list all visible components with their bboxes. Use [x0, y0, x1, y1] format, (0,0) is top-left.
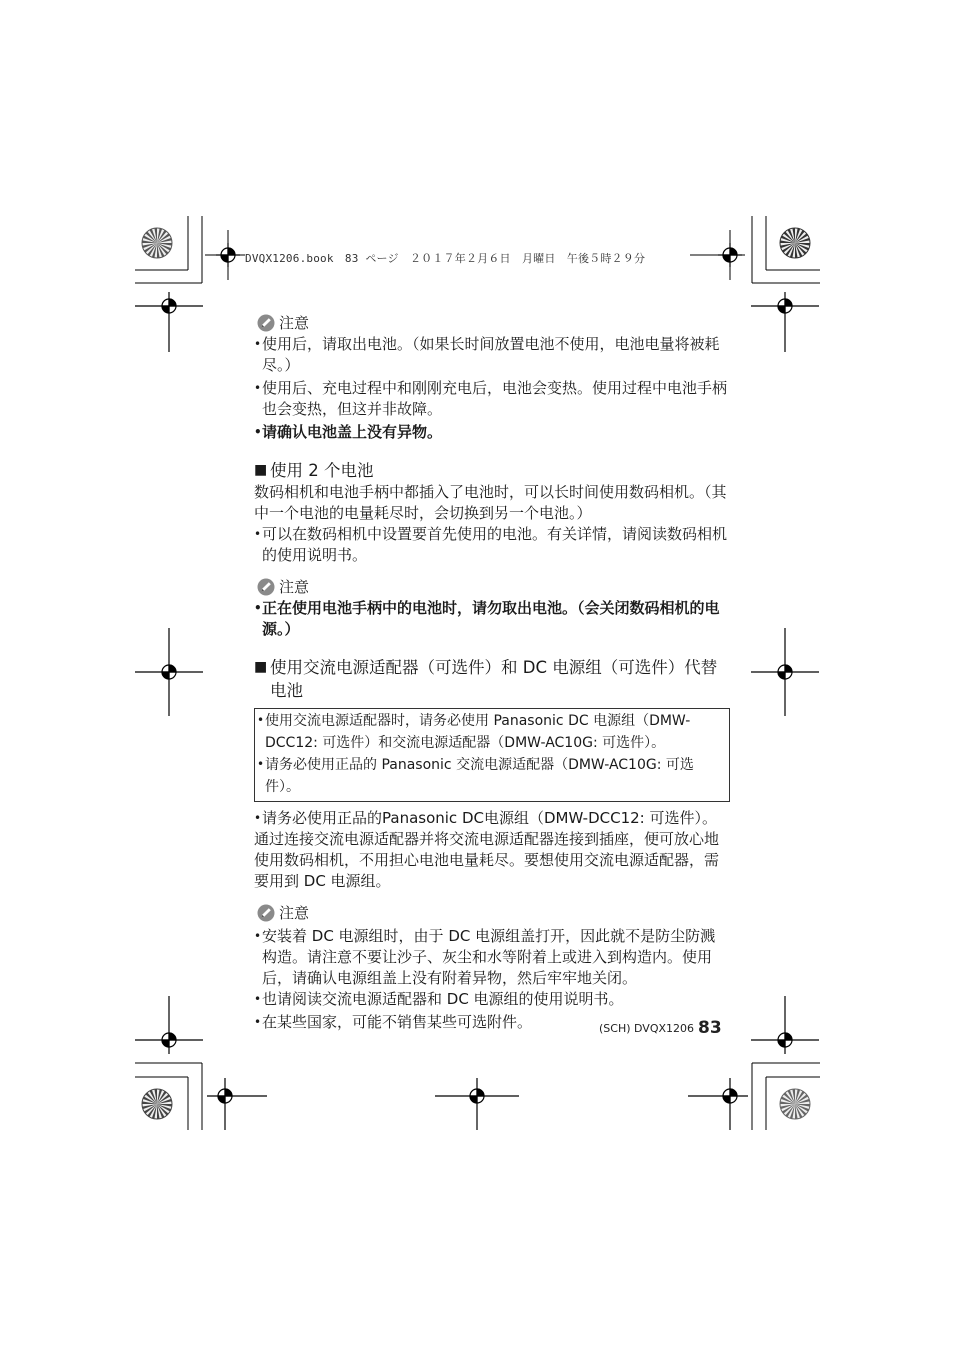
note-label: 注意: [279, 577, 310, 596]
registration-target: [718, 243, 742, 267]
registration-target: [135, 292, 203, 352]
star-target: [142, 1089, 172, 1119]
list-item: • 请务必使用正品的Panasonic DC电源组（DMW-DCC12: 可选件）。: [254, 809, 718, 827]
list-item: • 使用后、充电过程中和刚刚充电后，电池会变热。使用过程中电池手柄也会变热，但这并非故障。: [254, 379, 728, 418]
star-target: [780, 228, 810, 258]
star-target: [142, 228, 172, 258]
list-item: • 使用交流电源适配器时，请务必使用 Panasonic DC 电源组（DMW-DCC12: 可选件）和交流电源适配器（DMW-AC10G: 可选件）。: [257, 713, 691, 751]
note-label: 注意: [279, 903, 310, 922]
list-item: • 可以在数码相机中设置要首先使用的电池。有关详情，请阅读数码相机的使用说明书。: [254, 525, 728, 564]
notice-box: [254, 708, 730, 802]
note-pencil-icon: [257, 904, 275, 922]
note-pencil-icon: [257, 578, 275, 596]
list-item: • 请务必使用正品的 Panasonic 交流电源适配器（DMW-AC10G: 可选件）。: [257, 757, 694, 795]
list-item: • 正在使用电池手柄中的电池时，请勿取出电池。（会关闭数码相机的电源。）: [254, 599, 720, 638]
star-target: [780, 1089, 810, 1119]
page-number: 83: [698, 1018, 722, 1038]
registration-target: [435, 1078, 519, 1130]
print-header: DVQX1206.book 83 ページ ２０１７年２月６日 月曜日 午後５時２９分: [245, 252, 646, 265]
section-heading: ■ 使用 2 个电池: [254, 461, 374, 480]
list-item: • 也请阅读交流电源适配器和 DC 电源组的使用说明书。: [254, 990, 624, 1008]
list-item: • 安装着 DC 电源组时，由于 DC 电源组盖打开，因此就不是防尘防溅构造。请注意不要让沙子、灰尘和水等附着上或进入到构造内。使用后，请确认电源组盖上没有附着异物，然后牢牢地关闭。: [254, 927, 716, 987]
registration-target: [688, 1078, 748, 1130]
paragraph: 数码相机和电池手柄中都插入了电池时，可以长时间使用数码相机。（其中一个电池的电量耗尽时，会切换到另一个电池。）: [254, 483, 727, 522]
note-title: [254, 312, 730, 334]
note-title: [254, 902, 730, 924]
note-title: [254, 576, 730, 598]
section-heading: ■ 使用交流电源适配器（可选件）和 DC 电源组（可选件）代替电池: [254, 658, 718, 700]
registration-target: [751, 996, 819, 1054]
note-label: 注意: [279, 313, 310, 332]
note-pencil-icon: [257, 314, 275, 332]
registration-target: [216, 243, 240, 267]
doc-code: (SCH) DVQX1206: [599, 1022, 695, 1035]
registration-target: [207, 1078, 267, 1130]
registration-target: [751, 628, 819, 716]
list-item: • 使用后，请取出电池。（如果长时间放置电池不使用，电池电量将被耗尽。）: [254, 335, 720, 374]
registration-target: [751, 292, 819, 352]
registration-target: [135, 996, 203, 1054]
registration-target: [135, 628, 203, 716]
list-item: • 请确认电池盖上没有异物。: [254, 423, 443, 441]
list-item: • 在某些国家，可能不销售某些可选附件。: [254, 1013, 533, 1031]
paragraph: 通过连接交流电源适配器并将交流电源适配器连接到插座，便可放心地使用数码相机，不用担心电池电量耗尽。要想使用交流电源适配器，需要用到 DC 电源组。: [254, 830, 720, 890]
page-content: [254, 312, 730, 1033]
page-footer: [599, 1018, 722, 1038]
